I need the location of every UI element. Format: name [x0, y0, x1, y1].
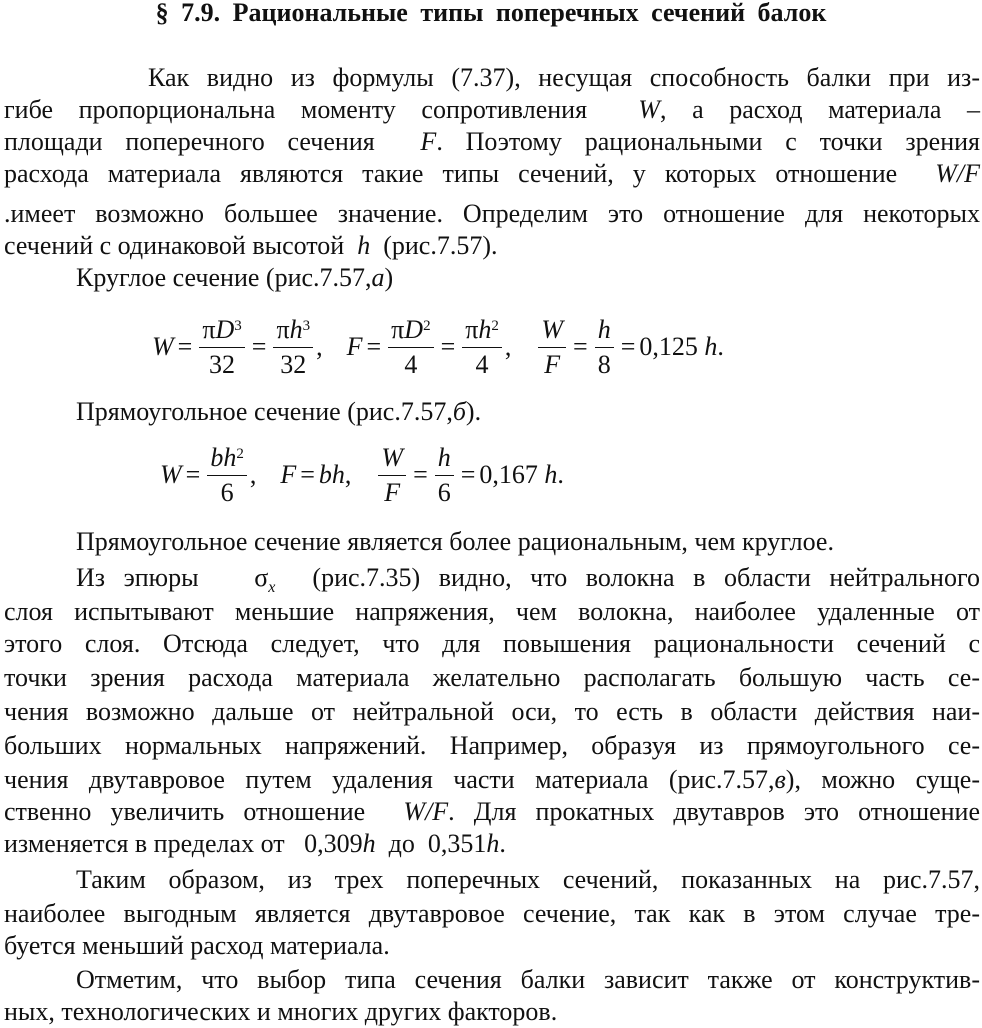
text-line: Из эпюры $\sigma_x$ (рис.7.35) видно, что волокна в области нейтрального [76, 563, 980, 596]
fraction: $\frac{\pi h^2}{4}$ [462, 315, 502, 380]
fraction: $\frac{\pi D^3}{32}$ [199, 315, 244, 380]
text-line: ственно увеличить отношение W/F. Для прокатных двутавров это отношение [4, 797, 980, 826]
text-line: Отметим, что выбор типа сечения балки зависит также от конструктив- [76, 965, 980, 994]
symbol-h: h [357, 231, 371, 260]
text-line: площади поперечного сечения F. Поэтому рациональными с точки зрения [4, 127, 981, 156]
fraction: $\frac{\pi D^2}{4}$ [388, 315, 433, 380]
fraction: $\frac{W}{F}$ [538, 315, 566, 380]
text-line: гибе пропорциональна моменту сопротивления W, а расход материала – [4, 95, 980, 124]
symbol-F: F [420, 127, 437, 156]
text-line: Таким образом, из трех поперечных сечений, показанных на рис.7.57, [76, 865, 980, 894]
text-line: наиболее выгодным является двутавровое сечение, так как в этом случае тре- [4, 899, 980, 928]
text-line: точки зрения расхода материала желательно располагать большую часть се- [4, 663, 980, 692]
text-line: расхода материала являются такие типы сечений, у которых отношение W/F [4, 159, 980, 188]
text-line: этого слоя. Отсюда следует, что для повышения рациональности сечений с [4, 629, 980, 658]
fraction: $\frac{bh^2}{6}$ [207, 443, 247, 508]
fraction: $\frac{W}{F}$ [378, 443, 406, 508]
sigma-x: $\sigma_x$ [254, 563, 276, 596]
text-line: слоя испытывают меньшие напряжения, чем волокна, наиболее удаленные от [4, 597, 980, 626]
fraction: $\frac{h}{6}$ [435, 443, 454, 508]
text-line: .имеет возможно большее значение. Определим это отношение для некоторых [4, 199, 980, 228]
round-section-label: Круглое сечение (рис.7.57,а) [76, 263, 394, 292]
text-line: сечений с одинаковой высотой h (рис.7.57). [4, 231, 498, 260]
text-line: Прямоугольное сечение является более рациональным, чем круглое. [76, 527, 834, 556]
text-line: больших нормальных напряжений. Например, образуя из прямоугольного се- [4, 731, 980, 760]
rect-section-label: Прямоугольное сечение (рис.7.57,б). [76, 397, 482, 426]
symbol-W-over-F: W/F [935, 159, 980, 188]
text-line: чения возможно дальше от нейтральной оси, то есть в области действия наи- [4, 697, 980, 726]
fraction: $\frac{\pi h^3}{32}$ [273, 315, 313, 380]
symbol-W: W [638, 95, 660, 124]
rect-section-formula: W = $\frac{bh^2}{6}$ , F = bh , $\frac{W}{F}$ = $\frac{h}{6}$ = 0,167 h . [160, 442, 564, 507]
text-line: чения двутавровое путем удаления части материала (рис.7.57,в), можно суще- [4, 765, 980, 794]
text-line: Как видно из формулы (7.37), несущая способность балки при из- [148, 63, 980, 92]
text-line: изменяется в пределах от 0,309h до 0,351h. [4, 829, 506, 858]
text-line: буется меньший расход материала. [4, 931, 390, 960]
fraction: $\frac{h}{8}$ [595, 315, 614, 380]
text-line: ных, технологических и многих других факторов. [4, 997, 558, 1026]
section-title: § 7.9. Рациональные типы поперечных сечений балок [155, 0, 827, 27]
round-section-formula: W = $\frac{\pi D^3}{32}$ = $\frac{\pi h^3}{32}$ , F = $\frac{\pi D^2}{4}$ = $\frac{\pi h^2}{4}$ , $\frac{W}{F}$ = $\frac{h}{8}$ = 0,125 h . [152, 314, 724, 379]
